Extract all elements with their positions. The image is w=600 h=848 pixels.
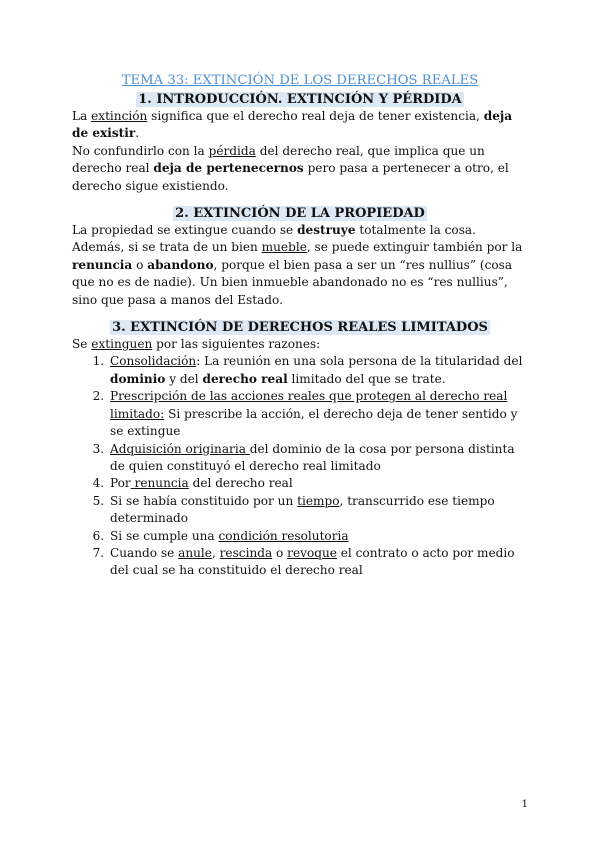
paragraph-perdida: No confundirlo con la pérdida del derecho real, que implica que un derecho real deja de pertenecernos pero pasa a pertenecer a otro, el derecho sigue existiendo. <box>72 143 509 193</box>
paragraph-mueble: Además, si se trata de un bien mueble, se puede extinguir también por la renuncia o abandono, porque el bien pasa a ser un “res nullius” (cosa que no es de nadie). Un bien inmueble abandonado no es “res nullius”, sino que pasa a manos del Estado. <box>72 240 523 307</box>
section-heading-1: 1. INTRODUCCIÓN. EXTINCIÓN Y PÉRDIDA <box>138 92 462 107</box>
list-item: 5. Si se había constituido por un tiempo, transcurrido ese tiempo determinado <box>108 493 528 528</box>
section-heading-2: 2. EXTINCIÓN DE LA PROPIEDAD <box>175 206 425 222</box>
document-page <box>72 72 528 580</box>
paragraph-propiedad: La propiedad se extingue cuando se destruye totalmente la cosa. <box>72 223 476 238</box>
list-item: 2. Prescripción de las acciones reales que protegen al derecho real limitado: Si prescribe la acción, el derecho deja de tener sentido y se extingue <box>108 388 528 440</box>
list-item: 6. Si se cumple una condición resolutoria <box>108 528 528 545</box>
paragraph-extincion: La extinción significa que el derecho real deja de tener existencia, deja de existir. <box>72 109 513 141</box>
paragraph-intro-razones: Se extinguen por las siguientes razones: <box>72 337 321 352</box>
document-title: TEMA 33: EXTINCIÓN DE LOS DERECHOS REALES <box>121 73 479 88</box>
reasons-list <box>72 353 528 579</box>
list-item: 3. Adquisición originaria del dominio de la cosa por persona distinta de quien constituyó el derecho real limitado <box>108 441 528 476</box>
list-item: 4. Por renuncia del derecho real <box>108 475 528 492</box>
list-item: 7. Cuando se anule, rescinda o revoque el contrato o acto por medio del cual se ha constituido el derecho real <box>108 545 528 580</box>
section-heading-3: 3. EXTINCIÓN DE DERECHOS REALES LIMITADOS <box>112 320 488 336</box>
page-number: 1 <box>521 799 528 810</box>
list-item: 1. Consolidación: La reunión en una sola persona de la titularidad del dominio y del derecho real limitado del que se trate. <box>108 353 528 388</box>
